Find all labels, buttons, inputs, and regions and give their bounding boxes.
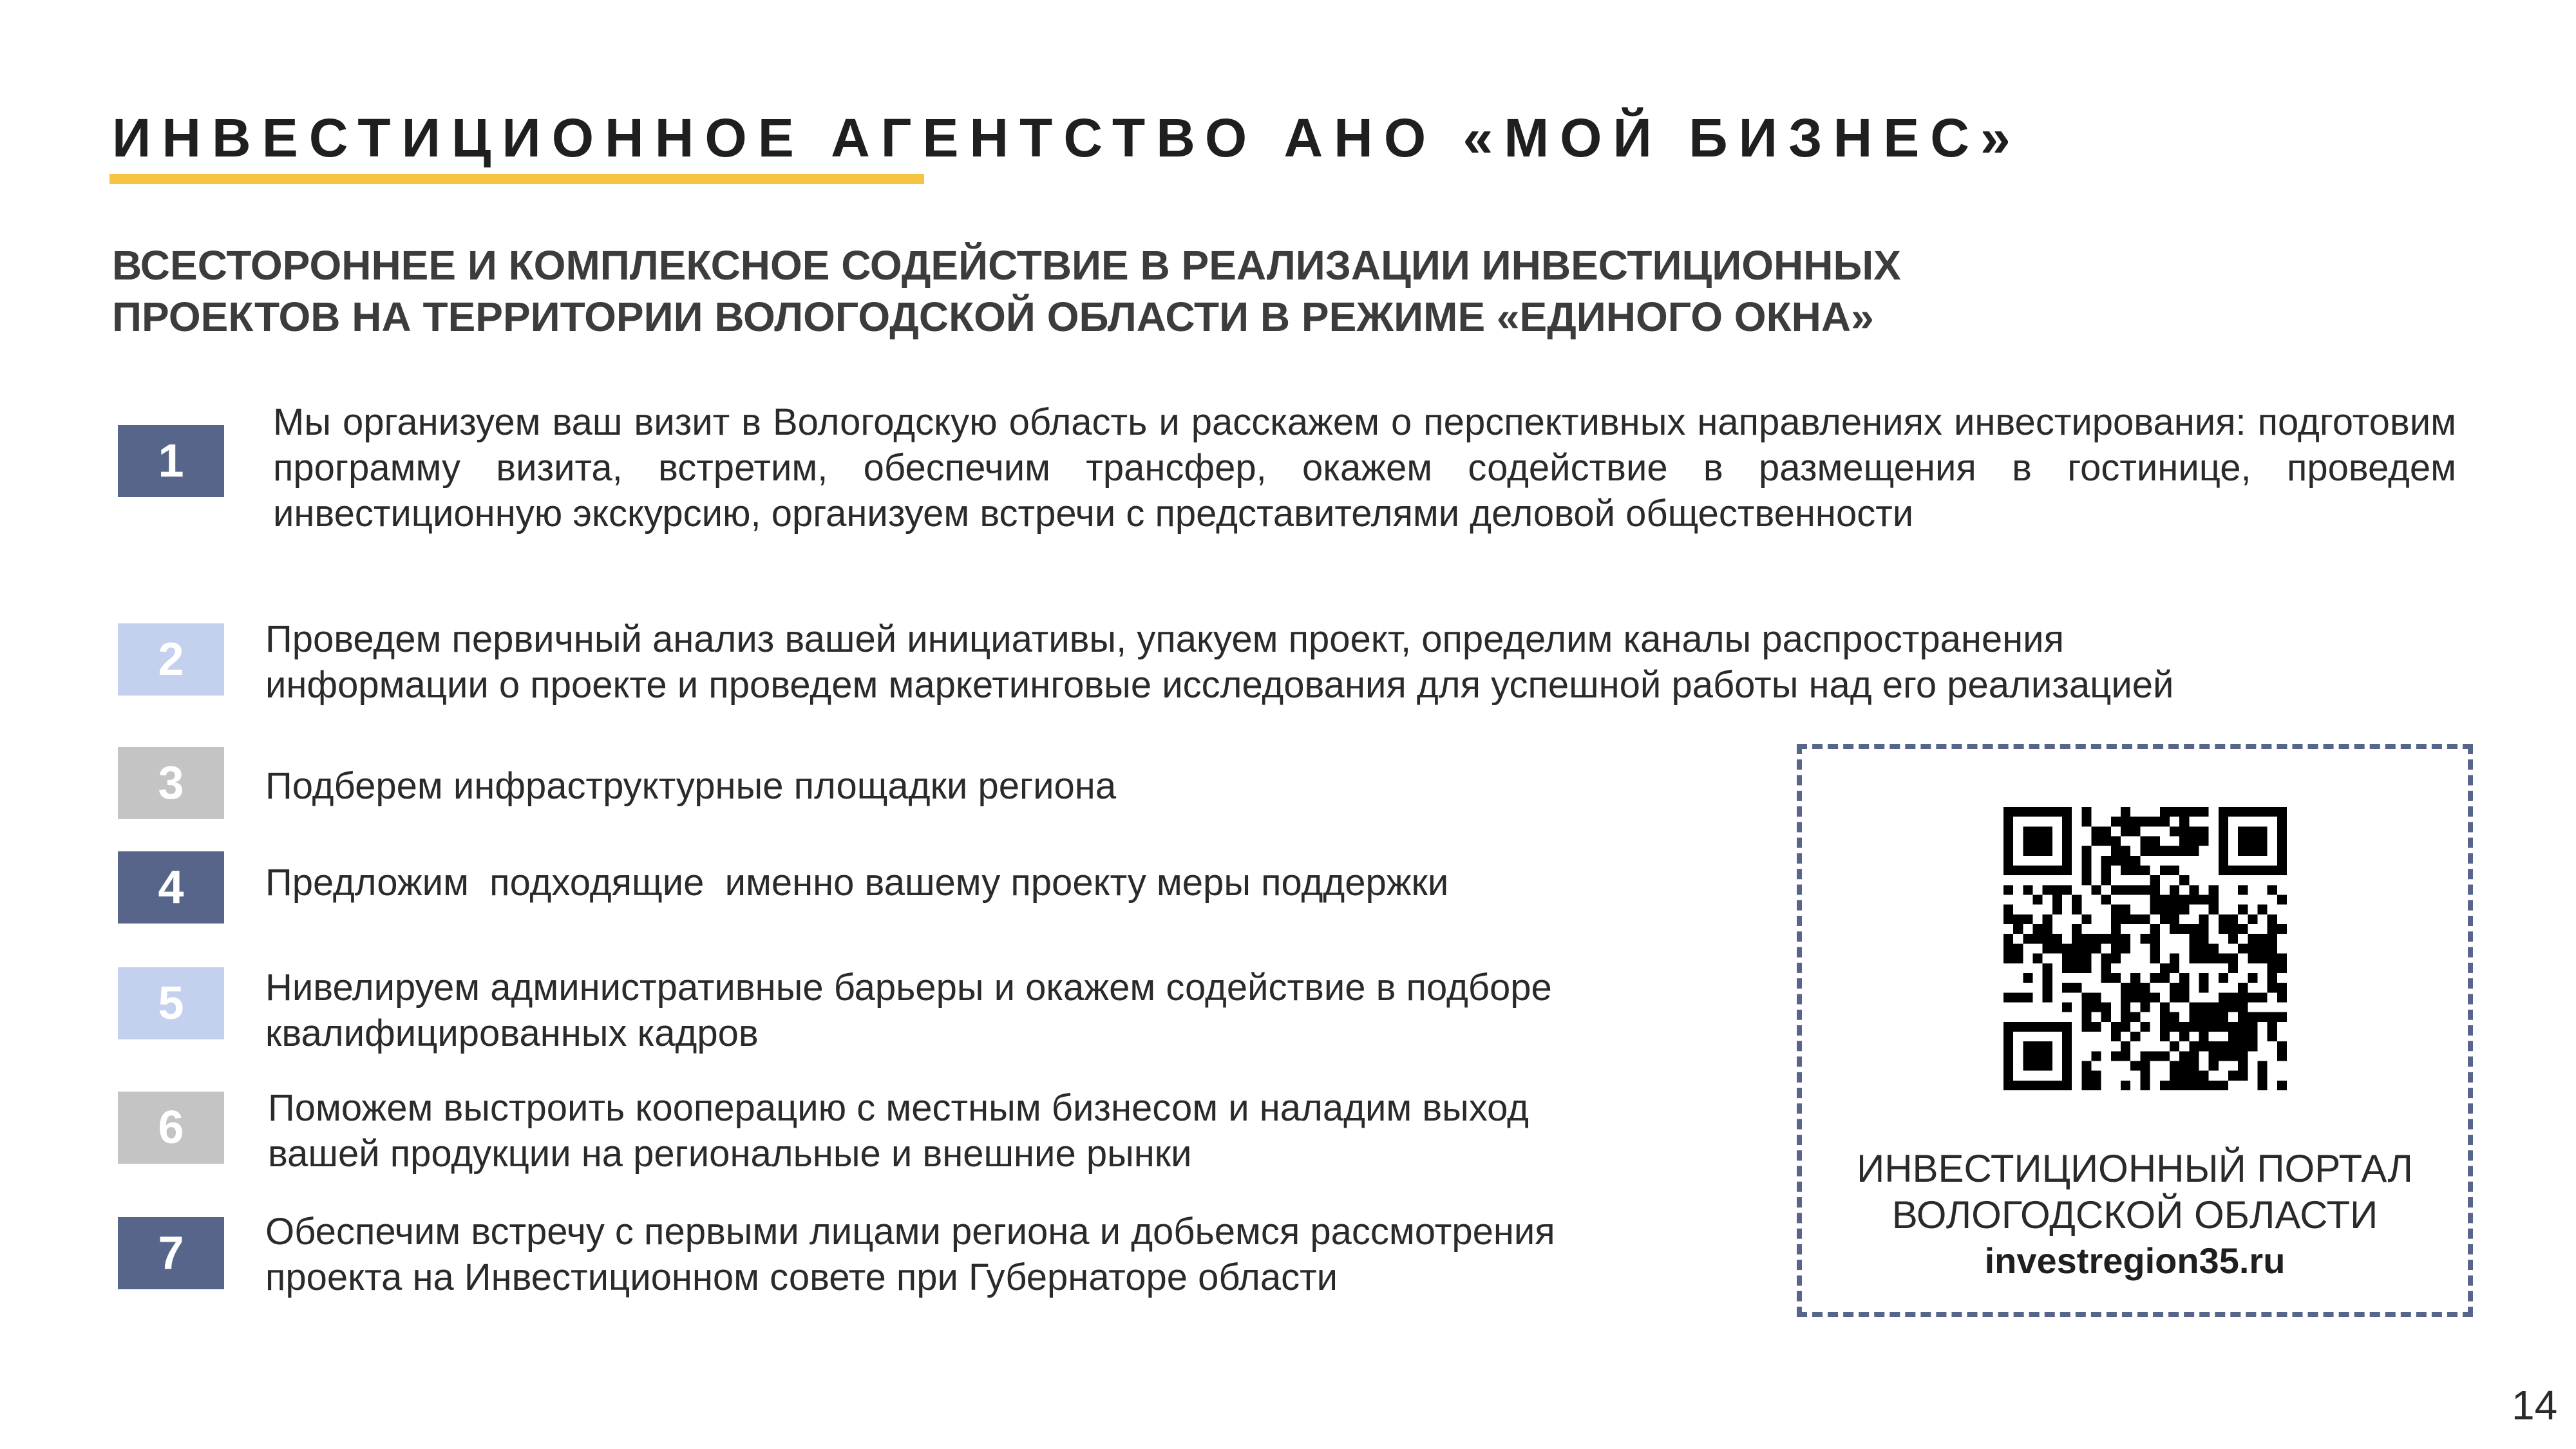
item-4-text: Предложим подходящие именно вашему проекту меры поддержки [265,862,1449,904]
item-2-number-badge: 2 [118,623,224,696]
portal-title-line-1: ИНВЕСТИЦИОННЫЙ ПОРТАЛ [1857,1147,2413,1190]
item-7-line-1: Обеспечим встречу с первыми лицами региона и добьемся рассмотрения [265,1211,1555,1253]
item-7-line-2: проекта на Инвестиционном совете при Губернаторе области [265,1256,1338,1298]
item-6-number-badge: 6 [118,1092,224,1164]
item-5-line-1: Нивелируем административные барьеры и окажем содействие в подборе [265,967,1552,1009]
item-1-number-badge: 1 [118,425,224,497]
slide-subtitle [112,240,2237,343]
item-2-line-2: информации о проекте и проведем маркетинговые исследования для успешной работы над его реализацией [265,664,2174,706]
item-3-text: Подберем инфраструктурные площадки региона [265,765,1117,807]
item-4-number-badge: 4 [118,851,224,923]
item-1-text: Мы организуем ваш визит в Вологодскую область и расскажем о перспективных направлениях инвестирования: подготовим программу визита, встретим, обеспечим трансфер, окажем содействие в размещения в гостинице, проведем инвестиционную экскурсию, организуем встречи с представителями деловой общественности [273,401,2456,535]
item-5-text [265,965,1747,1056]
item-7-text [265,1209,1747,1300]
item-3-number-badge: 3 [118,747,224,819]
item-2-line-1: Проведем первичный анализ вашей инициативы, упакуем проект, определим каналы распространения [265,618,2064,660]
title-underline [109,174,924,184]
subtitle-line-2: ПРОЕКТОВ НА ТЕРРИТОРИИ ВОЛОГОДСКОЙ ОБЛАСТИ В РЕЖИМЕ «ЕДИНОГО ОКНА» [112,294,1874,340]
slide-title: ИНВЕСТИЦИОННОЕ АГЕНТСТВО АНО «МОЙ БИЗНЕС» [112,108,2022,168]
portal-url-link[interactable]: investregion35.ru [1984,1240,2286,1281]
item-6-text [268,1085,1749,1177]
portal-qr-box [1797,744,2473,1317]
item-6-line-2: вашей продукции на региональные и внешние рынки [268,1133,1192,1175]
item-7-number-badge: 7 [118,1217,224,1289]
portal-title [1802,1146,2468,1238]
item-2-text [265,616,2468,708]
item-6-line-1: Поможем выстроить кооперацию с местным бизнесом и наладим выход [268,1087,1530,1129]
page-number: 14 [2512,1382,2558,1428]
item-5-line-2: квалифицированных кадров [265,1012,759,1054]
subtitle-line-1: ВСЕСТОРОННЕЕ И КОМПЛЕКСНОЕ СОДЕЙСТВИЕ В РЕАЛИЗАЦИИ ИНВЕСТИЦИОННЫХ [112,242,1901,289]
portal-title-line-2: ВОЛОГОДСКОЙ ОБЛАСТИ [1891,1193,2378,1236]
qr-code-icon[interactable] [2003,807,2287,1090]
item-5-number-badge: 5 [118,967,224,1039]
